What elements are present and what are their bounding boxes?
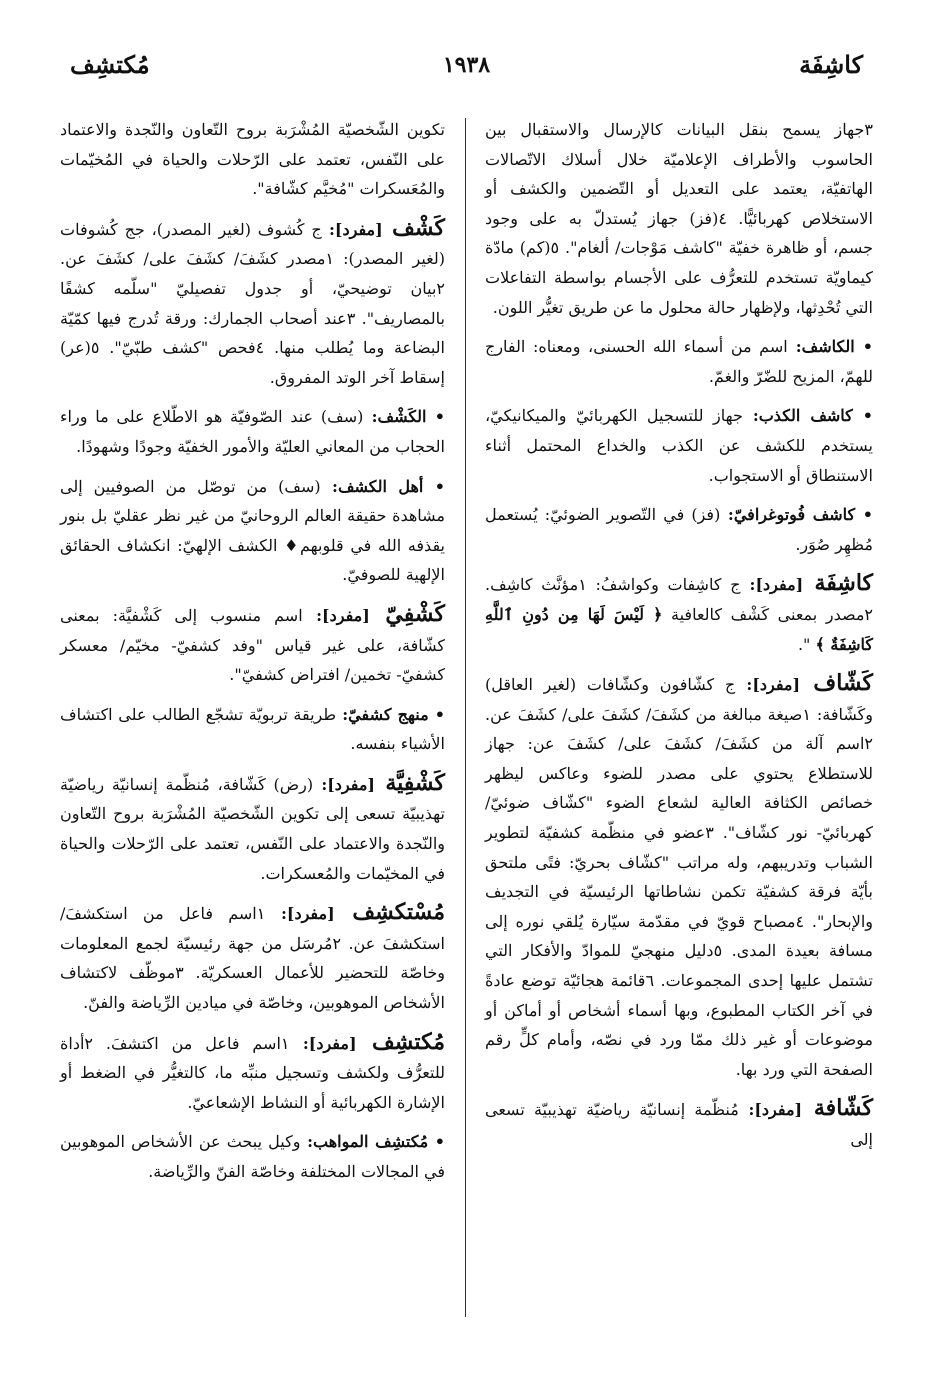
dictionary-entry: [60, 1127, 445, 1186]
headword: كَشّاف: [800, 670, 873, 697]
definition-text: (سف) من توصّل من الصوفيين إلى مشاهدة حقيقة العالم الروحانيّ من غير نظر عقليّ بل بنور يقذفه الله في قلوبهم♦ الكشف الإلهيّ: انكشاف الحقائق الإلهية للصوفيّ.: [60, 476, 445, 585]
definition-text: مُنظّمة إنسانيّة رياضيّة تهذيبيّة تسعى إلى: [485, 1100, 873, 1149]
definition-text: ٣جهاز يسمح بنقل البيانات كالإرسال والاستقبال بين الحاسوب والأطراف الإعلاميّة خلال أسلاك الاتّصالات الهاتفيّة، يعتمد على التعديل أو التّضمين والكشف أو الاستخلاص كهربائيًّا. ٤(فز) جهاز يُستدلّ به على وجود جسم، أو ظاهرة خفيّة "كاشف مَوْجات/ ألغام". ٥(كم) مادّة كيماويّة تستخدم للتعرُّف على الأجسام بواسطة التفاعلات التي تُحْدِثها، ولإظهار حالة محلول ما عن طريق تغيُّر اللون.: [485, 120, 873, 317]
definition-text: ".: [797, 634, 816, 654]
headword: مُسْتكشِف: [334, 899, 445, 926]
quran-quote: ﴿ لَيْسَ لَهَا مِن دُونِ ٱللَّهِ كَاشِفَةٌ ﴾: [485, 604, 873, 654]
part-of-speech: [مفرد]:: [289, 1033, 357, 1053]
dictionary-entry: [485, 569, 873, 659]
sub-entry-term: • الكاشف:: [787, 337, 874, 357]
definition-text: (رض) كَشّافة، مُنظّمة إنسانيّة رياضيّة تهذيبيّة تسعى إلى تكوين الشّخصيّة المُشْرَبة بروح التّعاون والنّجدة والاعتماد على النّفس، تعتمد على الرّحلات والحياة في المخيّمات والمُعسكرات.: [60, 774, 445, 883]
sub-entry-term: • كاشف الكذب:: [742, 406, 873, 426]
dictionary-entry: [485, 332, 873, 391]
right-column: [485, 115, 873, 1165]
definition-text: جهاز للتسجيل الكهربائيّ والميكانيكيّ، يستخدم للكشف عن الكذب والخداع المحتمل أثناء الاستنطاق أو الاستجواب.: [485, 406, 873, 485]
column-divider: [465, 118, 466, 1317]
part-of-speech: [مفرد]:: [321, 219, 383, 239]
definition-text: (فز) في التّصوير الضوئيّ: يُستعمل مُظهِر صُوَر.: [485, 505, 873, 554]
dictionary-entry: [60, 402, 445, 461]
sub-entry-term: • الكَشْف:: [363, 407, 445, 427]
dictionary-entry: [60, 769, 445, 888]
sub-entry-term: • كاشف فُوتوغرافيّ:: [720, 505, 874, 525]
dictionary-entry: [60, 600, 445, 690]
dictionary-entry: [60, 472, 445, 590]
definition-text: ج كُشوف (لغير المصدر)، جج كُشوفات (لغير المصدر): ١مصدر كشَفَ/ كشَفَ على/ كشَفَ عن. ٢بيان توضيحيّ، أو جدول تفصيليّ "سلّمه كشفًا بالمصاريف". ٣عند أصحاب الجمارك: ورقة تُدرج فيها كمّيّة البضاعة وما يُطلب منها. ٤فحص "كشف طبّيّ". ٥(عر) إسقاط آخر الوتد المفروق.: [60, 219, 446, 387]
part-of-speech: [مفرد]:: [302, 605, 370, 625]
part-of-speech: [مفرد]:: [265, 904, 335, 924]
left-column: [60, 115, 445, 1197]
sub-entry-term: • مُكتشِف المواهب:: [300, 1132, 446, 1152]
page-number: ١٩٣٨: [442, 52, 491, 78]
definition-text: اسم من أسماء الله الحسنى، ومعناه: الفارج للهمّ، المزيح للضّرّ والغمّ.: [485, 337, 873, 386]
headword: كَشّافة: [802, 1095, 874, 1122]
definition-text: ١اسم فاعل من استكشفَ/ استكشفَ عن. ٢مُرسَل من جهة رئيسيّة لجمع المعلومات وخاصّة للتحضير للأعمال العسكريّة. ٣موظّف لاكتشاف الأشخاص الموهوبين، وخاصّة في ميادين الرِّياضة والفنّ.: [60, 904, 445, 1013]
page-header: [70, 50, 863, 94]
dictionary-entry: [60, 1028, 445, 1118]
dictionary-entry: [485, 401, 873, 490]
dictionary-entry: [485, 500, 873, 559]
definition-text: ج كاشِفات وكواشفُ: ١مؤنَّث كاشِف. ٢مصدر بمعنى كَشْف كالعافية: [485, 575, 873, 624]
definition-text: ج كشّافون وكشّافات (لغير العاقل) وكَشّافة: ١صيغة مبالغة من كشَفَ/ كشَفَ على/ كشَفَ عن. ٢اسم آلة من كشَفَ/ كشَفَ على/ كشَفَ عن: جهاز للاستطلاع يحتوي على مصدر للضوء وعاكس ليظهر خصائص الكثافة العالية لشعاع الضوء "كشّاف ضوئيّ/ كهربائيّ- نور كشّاف". ٣عضو في منظّمة كشفيّة لتطوير الشباب وتدريبهم، وله مراتب "كشّاف بحريّ: فتًى ملتحق بأيّة فرقة كشفيّة تكمن نشاطاتها الرئيسيّة في التجديف والإبحار". ٤مصباح قويّ في مقدّمة سيّارة يُلقي نوره إلى مسافة بعيدة المدى. ٥دليل منهجيّ للموادّ والأفكار التي تشتمل عليها إحدى المجموعات. ٦قائمة هجائيّة توضع عادةً في آخر الكتاب المطبوع، وبها أسماء أشخاص أو أماكن أو موضوعات أو غير ذلك ممّا ورد في نصّه، وأمام كلٍّ رقم الصفحة التي ورد بها.: [485, 675, 874, 1079]
guide-word-right: كاشِفَة: [799, 50, 863, 79]
headword: كَشْفِيّ: [369, 600, 445, 627]
dictionary-entry: [60, 115, 445, 204]
guide-word-left: مُكتشِف: [70, 50, 150, 79]
headword: كَشْفِيَّة: [375, 769, 446, 796]
definition-text: وكيل يبحث عن الأشخاص الموهوبين في المجالات المختلفة وخاصّة الفنّ والرِّياضة.: [60, 1132, 445, 1181]
definition-text: تكوين الشّخصيّة المُشْرَبة بروح التّعاون والنّجدة والاعتماد على النّفس، تعتمد على الرّحلات والحياة في المُخيّمات والمُعَسكرات "مُخيَّم كشّافة".: [60, 120, 445, 199]
sub-entry-term: • منهج كشفيّ:: [336, 704, 446, 724]
headword: مُكتشِف: [356, 1028, 446, 1055]
dictionary-entry: [60, 214, 445, 393]
dictionary-entry: [485, 669, 873, 1084]
dictionary-entry: [485, 115, 873, 322]
sub-entry-term: • أهل الكشف:: [320, 476, 445, 496]
definition-text: (سف) عند الصّوفيّة هو الاطّلاع على ما وراء الحجاب من المعاني العليّة والأمور الخفيّة وجودًا وشهودًا.: [60, 407, 445, 456]
definition-text: اسم منسوب إلى كَشْفيَّة: بمعنى كشّافة، على غير قياس "وفد كشفيّ- مخيّم/ معسكر كشفيّ- تخمين/ افتراض كشفيّ".: [60, 605, 445, 685]
headword: كاشِفَة: [803, 570, 873, 597]
definition-text: ١اسم فاعل من اكتشفَ. ٢أداة للتعرُّف ولكشف وتسجيل منبِّه ما، كالتغيُّر في الضغط أو الإشارة الكهربائية أو النشاط الإشعاعيّ.: [60, 1033, 445, 1112]
dictionary-entry: [60, 700, 445, 759]
dictionary-entry: [60, 898, 445, 1017]
part-of-speech: [مفرد]:: [738, 1100, 803, 1120]
headword: كَشْف: [382, 214, 445, 241]
definition-text: طريقة تربويّة تشجّع الطالب على اكتشاف الأشياء بنفسه.: [60, 704, 445, 754]
dictionary-entry: [485, 1094, 873, 1154]
part-of-speech: [مفرد]:: [313, 774, 375, 794]
part-of-speech: [مفرد]:: [740, 575, 804, 595]
part-of-speech: [مفرد]:: [735, 675, 801, 695]
